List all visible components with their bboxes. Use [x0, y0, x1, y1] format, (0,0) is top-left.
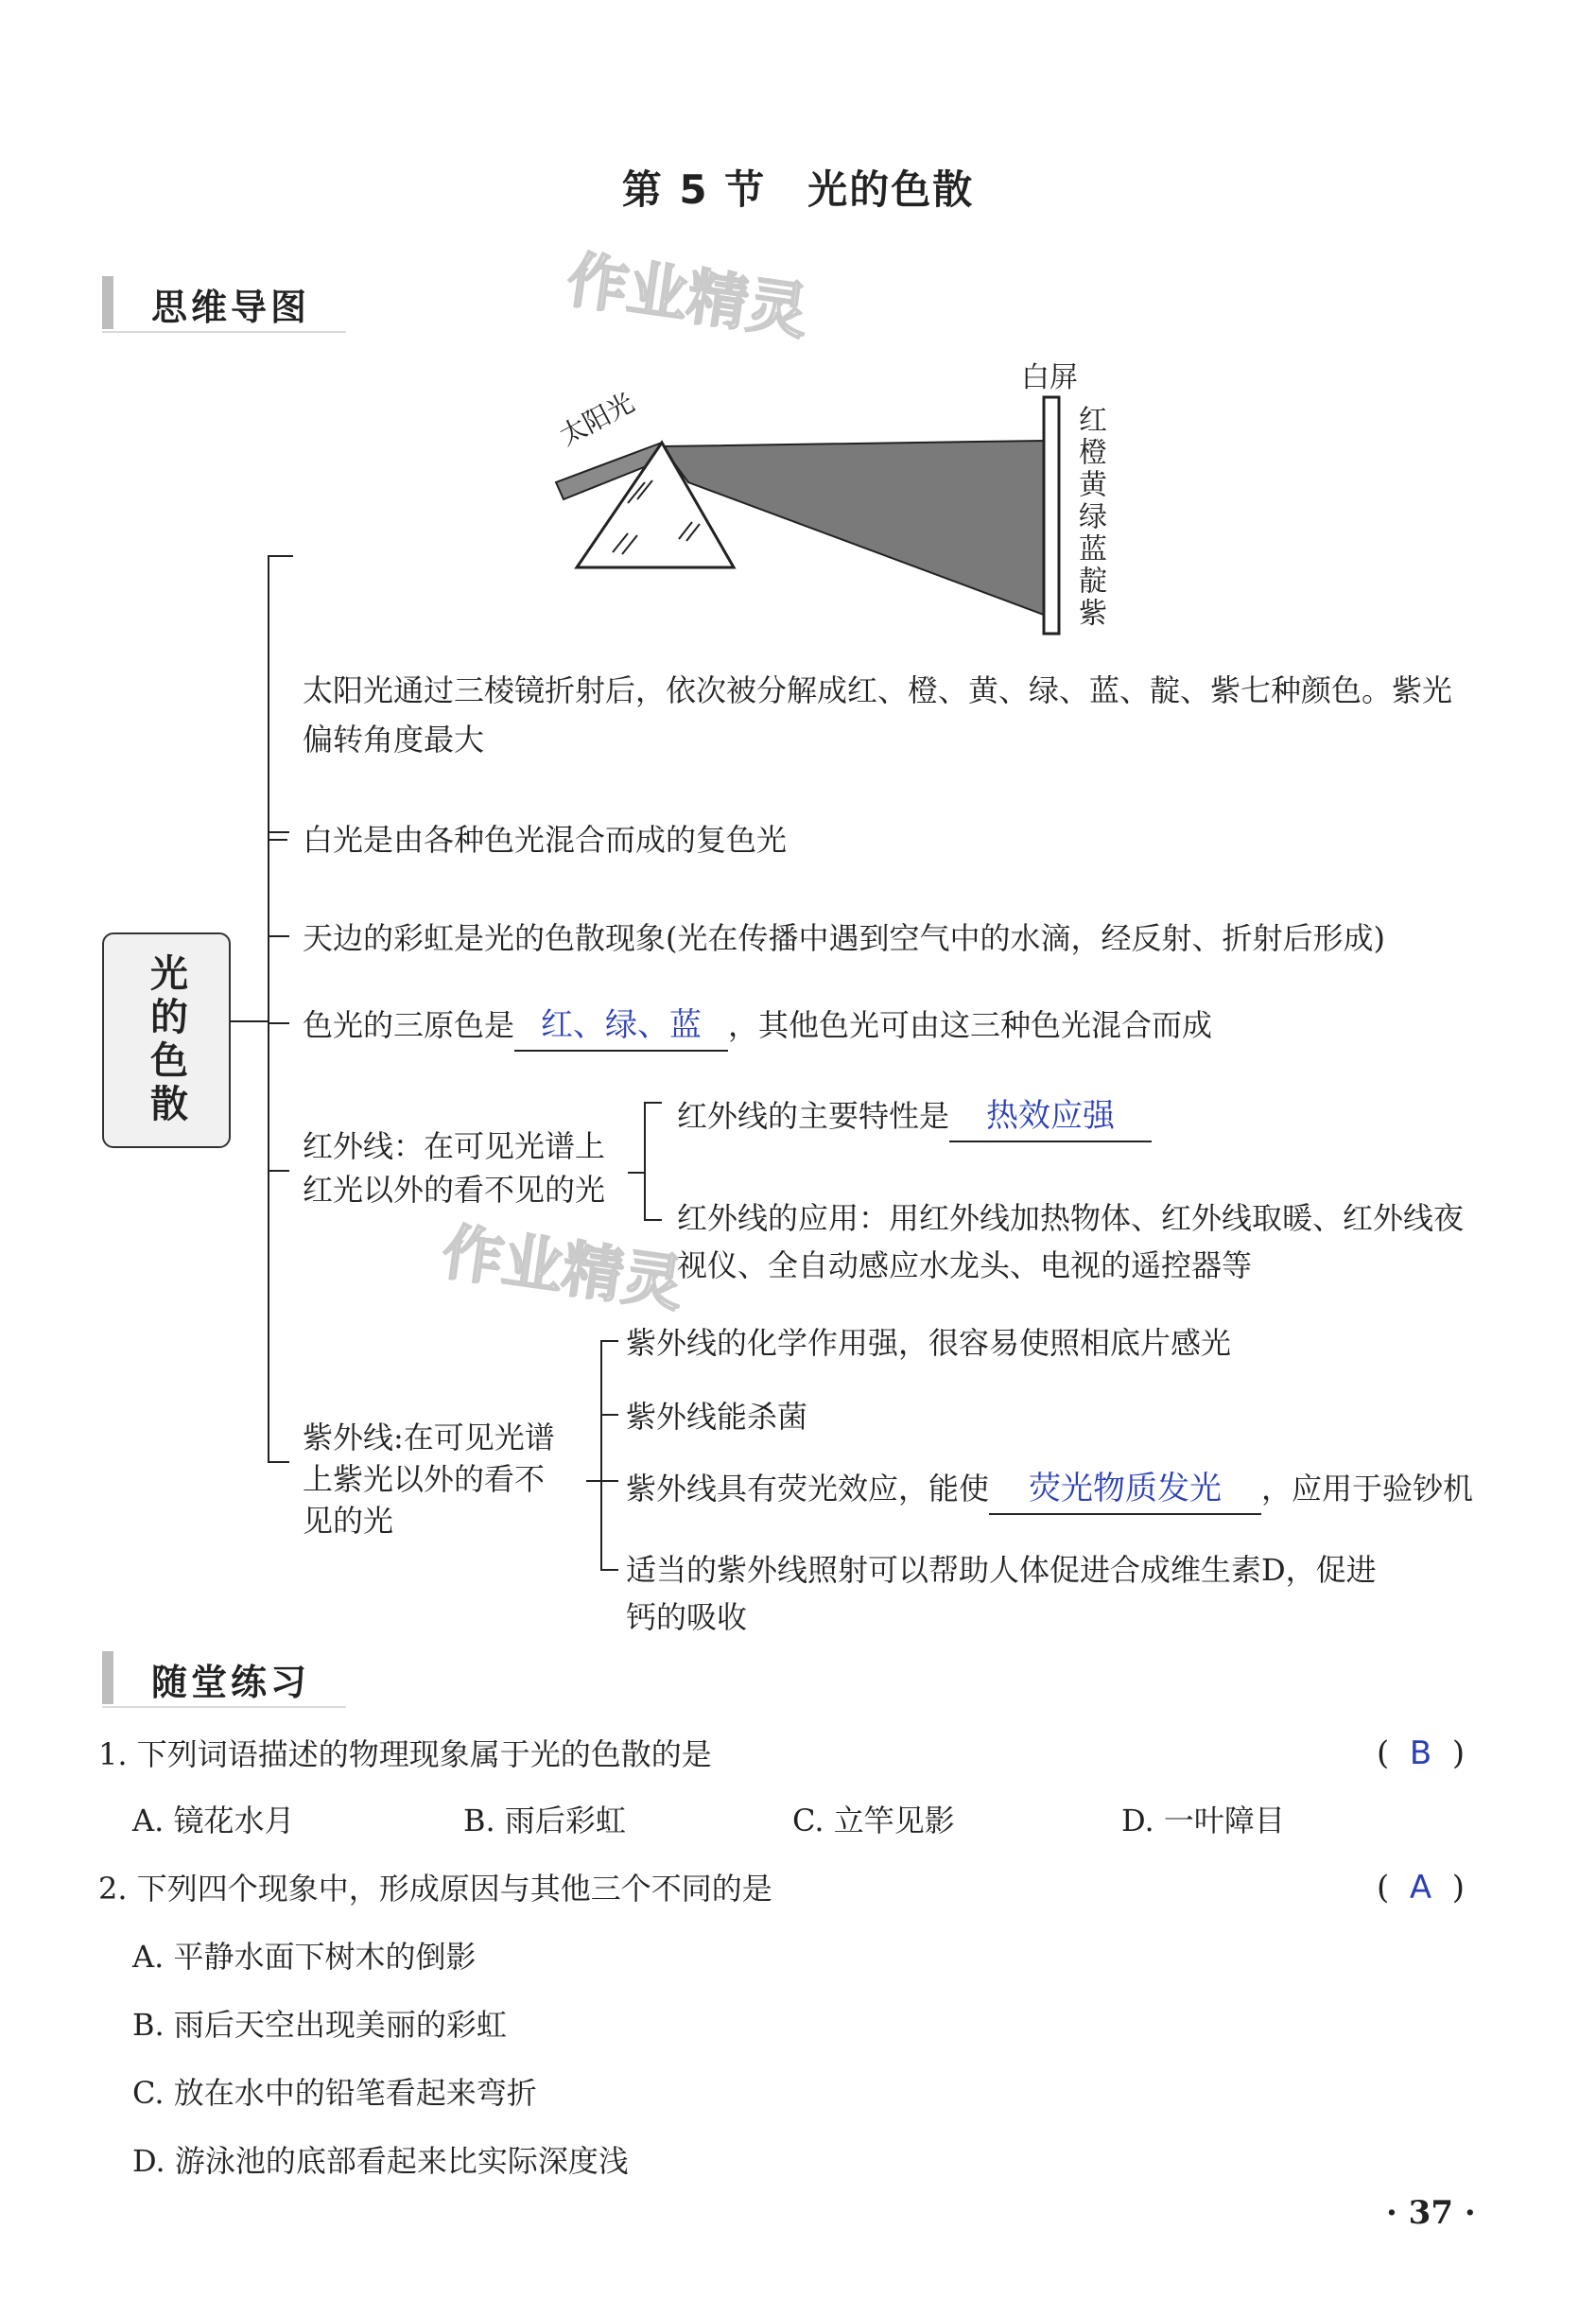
infrared-feature	[677, 1091, 1152, 1142]
uv-item4-line2: 钙的吸收	[626, 1599, 748, 1635]
question-1-answer-paren: ( B )	[1377, 1734, 1466, 1772]
primary-prefix: 色光的三原色是	[303, 1007, 515, 1043]
uv-label-line1: 紫外线:在可见光谱	[303, 1420, 555, 1455]
page-title: 第 5 节 光的色散	[621, 166, 975, 213]
question-2-option-a: A. 平静水面下树木的倒影	[132, 1939, 477, 1975]
infrared-app-line2: 视仪、全自动感应水龙头、电视的遥控器等	[677, 1247, 1253, 1283]
primary-suffix: ，其他色光可由这三种色光混合而成	[728, 1007, 1213, 1043]
branch-white-light: 白光是由各种色光混合而成的复色光	[303, 822, 788, 858]
mind-map-root	[102, 932, 231, 1148]
infrared-label-line2: 红光以外的看不见的光	[303, 1172, 606, 1208]
uv-item3	[626, 1464, 1473, 1515]
root-label: 光的色散	[144, 953, 188, 1127]
spectrum-labels: 红橙黄绿蓝靛紫	[1073, 405, 1106, 630]
uv-item1: 紫外线的化学作用强，很容易使照相底片感光	[626, 1325, 1232, 1361]
sunlight-label: 太阳光	[554, 386, 640, 452]
infrared-answer: 热效应强	[986, 1097, 1116, 1135]
uv-item2: 紫外线能杀菌	[626, 1399, 808, 1435]
infrared-label-line1: 红外线：在可见光谱上	[303, 1128, 606, 1164]
branch-dispersion-line2: 偏转角度最大	[303, 722, 485, 758]
question-2-answer: A	[1409, 1869, 1432, 1907]
section-marker	[102, 1651, 113, 1704]
branch-rainbow: 天边的彩虹是光的色散现象(光在传播中遇到空气中的水滴，经反射、折射后形成)	[303, 920, 1385, 956]
uv-item4-line1: 适当的紫外线照射可以帮助人体促进合成维生素D，促进	[626, 1552, 1377, 1588]
infrared-feature-prefix: 红外线的主要特性是	[677, 1098, 950, 1134]
question-1-option-d: D. 一叶障目	[1121, 1803, 1285, 1838]
question-2-option-b: B. 雨后天空出现美丽的彩虹	[132, 2007, 507, 2043]
question-1-option-c: C. 立竿见影	[792, 1803, 955, 1838]
question-1-stem: 1. 下列词语描述的物理现象属于光的色散的是	[98, 1736, 712, 1772]
watermark: 作业精灵	[563, 245, 813, 349]
uv-item3-suffix: ，应用于验钞机	[1261, 1471, 1474, 1507]
primary-answer: 红、绿、蓝	[541, 1006, 703, 1044]
section-title-practice: 随堂练习	[151, 1662, 311, 1703]
branch-dispersion-line1: 太阳光通过三棱镜折射后，依次被分解成红、橙、黄、绿、蓝、靛、紫七种颜色。紫光	[303, 672, 1453, 708]
question-2-option-c: C. 放在水中的铅笔看起来弯折	[132, 2075, 537, 2111]
question-2-answer-paren: ( A )	[1377, 1869, 1466, 1907]
question-2-stem: 2. 下列四个现象中，形成原因与其他三个不同的是	[98, 1871, 772, 1907]
uv-label-line3: 见的光	[303, 1503, 394, 1539]
uv-item3-prefix: 紫外线具有荧光效应，能使	[626, 1471, 990, 1507]
infrared-app-line1: 红外线的应用：用红外线加热物体、红外线取暖、红外线夜	[677, 1200, 1465, 1236]
watermark: 作业精灵	[438, 1217, 688, 1321]
question-1-option-b: B. 雨后彩虹	[463, 1803, 626, 1838]
branch-primary-colors	[303, 1001, 1212, 1052]
question-1-option-a: A. 镜花水月	[132, 1803, 295, 1838]
section-underline	[102, 1706, 346, 1708]
primary-answer-blank	[514, 1001, 728, 1052]
page-number: · 37 ·	[1386, 2194, 1476, 2232]
question-1-answer: B	[1409, 1734, 1432, 1772]
question-2-option-d: D. 游泳池的底部看起来比实际深度浅	[132, 2143, 629, 2179]
uv-label-line2: 上紫光以外的看不	[303, 1461, 546, 1497]
infrared-answer-blank	[949, 1091, 1152, 1142]
uv-answer-blank	[989, 1464, 1261, 1515]
section-title-mind-map: 思维导图	[151, 287, 311, 328]
screen-label: 白屏	[1021, 361, 1078, 394]
uv-answer: 荧光物质发光	[1029, 1470, 1223, 1507]
